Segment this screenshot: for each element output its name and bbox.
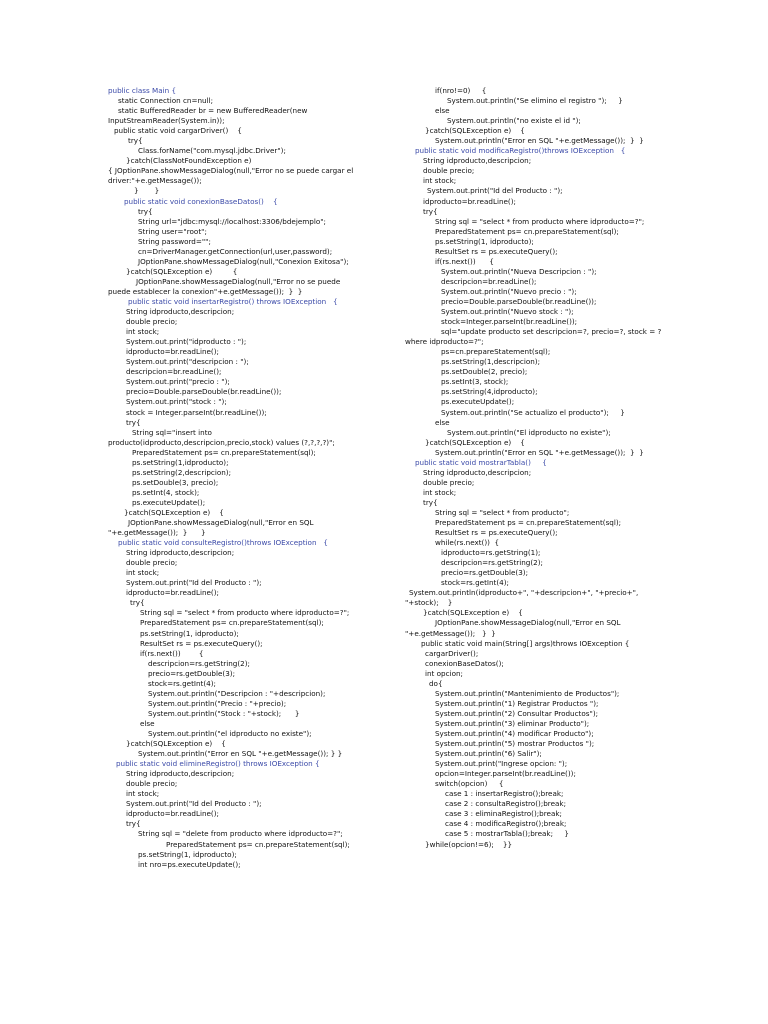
code-line: public static void consulteRegistro()throws IOException { xyxy=(118,538,328,548)
code-line: System.out.print("descripcion : "); xyxy=(126,357,249,367)
code-line: PreparedStatement ps= cn.prepareStatement(sql); xyxy=(132,447,316,457)
code-line: precio=rs.getDouble(3); xyxy=(148,668,236,678)
code-line: System.out.println("Nuevo precio : "); xyxy=(441,286,577,296)
code-line: int stock; xyxy=(126,568,160,578)
code-line: System.out.println("El idproducto no existe"); xyxy=(447,427,611,437)
code-line: System.out.print("Ingrese opcion: "); xyxy=(435,759,568,769)
code-line: ps.setDouble(2, precio); xyxy=(441,367,528,377)
code-line: System.out.println("Precio : "+precio); xyxy=(148,698,287,708)
code-line: case 3 : eliminaRegistro();break; xyxy=(445,809,562,819)
code-line: Class.forName("com.mysql.jdbc.Driver"); xyxy=(138,146,286,156)
code-line: int stock; xyxy=(423,176,457,186)
code-line: String idproducto,descripcion; xyxy=(126,769,235,779)
code-line: precio=Double.parseDouble(br.readLine()); xyxy=(441,296,597,306)
code-line: opcion=Integer.parseInt(br.readLine()); xyxy=(435,769,576,779)
code-line: System.out.println("3) eliminar Producto"); xyxy=(435,718,590,728)
code-line: try{ xyxy=(423,497,438,507)
code-line: case 4 : modificaRegistro();break; xyxy=(445,819,567,829)
code-line: try{ xyxy=(138,206,153,216)
code-line: ps.setInt(4, stock); xyxy=(132,487,200,497)
code-line: double precio; xyxy=(126,779,178,789)
code-line: try{ xyxy=(126,417,141,427)
code-line: ResultSet rs = ps.executeQuery(); xyxy=(435,246,558,256)
code-line: }catch(SQLException e) { xyxy=(425,126,525,136)
code-line: ps.setString(1,descripcion); xyxy=(441,357,541,367)
code-line: System.out.println("5) mostrar Productos "); xyxy=(435,739,595,749)
code-line: System.out.println("Se elimino el registro "); } xyxy=(447,96,623,106)
code-line: String sql = "delete from producto where idproducto=?"; xyxy=(138,829,343,839)
code-line: producto(idproducto,descripcion,precio,stock) values (?,?,?,?)"; xyxy=(108,437,335,447)
code-line: System.out.println("6) Salir"); xyxy=(435,749,542,759)
code-line: System.out.print("Id del Producto : "); xyxy=(126,578,262,588)
code-column-right xyxy=(405,86,667,850)
code-line: String sql="insert into xyxy=(132,427,212,437)
code-column-left xyxy=(108,86,370,870)
code-line: else xyxy=(435,417,450,427)
code-line: String sql = "select * from producto"; xyxy=(435,507,570,517)
code-line: ps.setInt(3, stock); xyxy=(441,377,509,387)
code-line: JOptionPane.showMessageDialog(null,"Conexion Exitosa"); xyxy=(138,256,349,266)
code-line: idproducto=br.readLine(); xyxy=(126,588,219,598)
code-line: String password=""; xyxy=(138,236,211,246)
code-line: try{ xyxy=(128,136,143,146)
code-line: while(rs.next()) { xyxy=(435,538,500,548)
code-line: System.out.println("4) modificar Producto"); xyxy=(435,729,594,738)
code-line: do{ xyxy=(429,678,443,688)
code-line: double precio; xyxy=(423,477,475,487)
code-line: System.out.println("2) Consultar Productos"); xyxy=(435,708,599,718)
code-line: stock=rs.getInt(4); xyxy=(148,678,216,688)
code-line: case 5 : mostrarTabla();break; } xyxy=(445,829,570,839)
code-line: static Connection cn=null; xyxy=(118,96,214,106)
code-line: "+e.getMessage()); } } xyxy=(108,528,206,538)
code-line: precio=Double.parseDouble(br.readLine()); xyxy=(126,387,282,397)
code-line: } } xyxy=(134,186,160,196)
code-line: if(rs.next()) { xyxy=(435,256,494,266)
code-line: stock = Integer.parseInt(br.readLine()); xyxy=(126,407,267,417)
code-line: String url="jdbc:mysql://localhost:3306/bdejemplo"; xyxy=(138,216,326,226)
code-line: System.out.println("el idproducto no existe"); xyxy=(148,729,312,738)
code-line: InputStreamReader(System.in)); xyxy=(108,116,225,126)
code-line: System.out.print("Id del Producto : "); xyxy=(126,799,262,809)
code-line: public static void cargarDriver() { xyxy=(114,126,242,136)
code-line: System.out.println("Se actualizo el producto"); } xyxy=(441,407,625,417)
code-line: System.out.println("Error en SQL "+e.getMessage()); } } xyxy=(138,749,343,759)
code-line: "+e.getMessage()); } } xyxy=(405,628,496,638)
code-line: else xyxy=(140,718,155,728)
code-line: String sql = "select * from producto where idproducto=?"; xyxy=(140,608,350,618)
code-line: String idproducto,descripcion; xyxy=(126,307,235,317)
code-line: }catch(SQLException e) { xyxy=(126,266,238,276)
code-line: "+stock); } xyxy=(405,598,453,608)
code-line: }catch(SQLException e) { xyxy=(423,608,523,618)
code-line: puede establecer la conexion"+e.getMessage()); } } xyxy=(108,286,303,296)
code-line: System.out.println("1) Registrar Productos "); xyxy=(435,698,599,708)
code-line: JOptionPane.showMessageDialog(null,"Error en SQL xyxy=(435,618,621,628)
code-line: }catch(SQLException e) { xyxy=(126,739,226,749)
code-line: try{ xyxy=(423,206,438,216)
code-line: int opcion; xyxy=(425,668,463,678)
code-line: double precio; xyxy=(126,558,178,568)
code-line: String user="root"; xyxy=(138,226,207,236)
code-line: idproducto=br.readLine(); xyxy=(126,809,219,819)
code-line: PreparedStatement ps= cn.prepareStatement(sql); xyxy=(435,226,619,236)
code-line: ps.setString(1,idproducto); xyxy=(132,457,229,467)
code-line: case 1 : insertarRegistro();break; xyxy=(445,789,564,799)
code-line: public static void elimineRegistro() throws IOException { xyxy=(116,759,320,769)
code-line: stock=rs.getInt(4); xyxy=(441,578,509,588)
code-line: double precio; xyxy=(423,166,475,176)
code-line: where idproducto=?"; xyxy=(405,337,484,347)
code-line: System.out.print("stock : "); xyxy=(126,397,227,407)
code-line: System.out.println("Error en SQL "+e.getMessage()); } } xyxy=(435,447,644,457)
code-line: driver:"+e.getMessage()); xyxy=(108,176,202,186)
code-line: ps.executeUpdate(); xyxy=(132,497,206,507)
code-line: public static void modificaRegistro()throws IOException { xyxy=(415,146,626,156)
code-line: int stock; xyxy=(126,789,160,799)
code-line: switch(opcion) { xyxy=(435,779,504,789)
code-line: ResultSet rs = ps.executeQuery(); xyxy=(140,638,263,648)
code-line: int stock; xyxy=(126,327,160,337)
code-line: PreparedStatement ps= cn.prepareStatement(sql); xyxy=(166,839,350,849)
code-line: String idproducto,descripcion; xyxy=(126,548,235,558)
code-line: ps.setString(1, idproducto); xyxy=(138,849,237,859)
code-line: JOptionPane.showMessageDialog(null,"Error en SQL xyxy=(128,518,314,528)
code-line: static BufferedReader br = new BufferedReader(new xyxy=(118,106,308,116)
code-line: precio=rs.getDouble(3); xyxy=(441,568,529,578)
code-line: ps.setString(1, idproducto); xyxy=(435,236,534,246)
code-line: conexionBaseDatos(); xyxy=(425,658,504,668)
code-line: public class Main { xyxy=(108,86,177,95)
code-line: ps.setString(4,idproducto); xyxy=(441,387,538,397)
code-line: cn=DriverManager.getConnection(url,user,password); xyxy=(138,246,333,256)
code-line: if(nro!=0) { xyxy=(435,86,487,95)
code-line: }catch(SQLException e) { xyxy=(124,507,224,517)
code-line: idproducto=rs.getString(1); xyxy=(441,548,541,558)
code-line: idproducto=br.readLine(); xyxy=(423,196,516,206)
code-line: }catch(SQLException e) { xyxy=(425,437,525,447)
code-line: System.out.println("Nueva Descripcion : "); xyxy=(441,266,597,276)
code-line: ps.setString(1, idproducto); xyxy=(140,628,239,638)
code-line: idproducto=br.readLine(); xyxy=(126,347,219,357)
code-line: else xyxy=(435,106,450,116)
code-line: ResultSet rs = ps.executeQuery(); xyxy=(435,528,558,538)
code-line: }catch(ClassNotFoundException e) xyxy=(126,156,252,166)
code-line: JOptionPane.showMessageDialog(null,"Error no se puede xyxy=(136,276,341,286)
code-line: System.out.print("idproducto : "); xyxy=(126,337,247,347)
code-line: }while(opcion!=6); }} xyxy=(425,839,513,849)
code-line: public static void conexionBaseDatos() { xyxy=(124,196,278,206)
code-line: descripcion=br.readLine(); xyxy=(441,276,537,286)
code-line: try{ xyxy=(126,819,141,829)
code-line: descripcion=rs.getString(2); xyxy=(148,658,250,668)
code-line: System.out.println("Error en SQL "+e.getMessage()); } } xyxy=(435,136,644,146)
code-line: System.out.print("Id del Producto : "); xyxy=(427,186,563,196)
code-line: descripcion=br.readLine(); xyxy=(126,367,222,377)
code-line: case 2 : consultaRegistro();break; xyxy=(445,799,567,809)
code-line: cargarDriver(); xyxy=(425,648,479,658)
code-line: public static void mostrarTabla() { xyxy=(415,457,547,467)
code-line: System.out.println("Descripcion : "+descripcion); xyxy=(148,688,326,698)
code-line: ps.setString(2,descripcion); xyxy=(132,467,232,477)
code-line: System.out.println("no existe el id "); xyxy=(447,116,581,126)
code-line: double precio; xyxy=(126,317,178,327)
code-line: PreparedStatement ps= cn.prepareStatement(sql); xyxy=(140,618,324,628)
code-line: ps.setDouble(3, precio); xyxy=(132,477,219,487)
code-line: PreparedStatement ps = cn.prepareStatement(sql); xyxy=(435,518,622,528)
code-line: int nro=ps.executeUpdate(); xyxy=(138,859,241,869)
code-line: ps.executeUpdate(); xyxy=(441,397,515,407)
code-line: public static void insertarRegistro() throws IOException { xyxy=(128,296,338,306)
code-line: stock=Integer.parseInt(br.readLine()); xyxy=(441,317,578,327)
code-line: System.out.println("Nuevo stock : "); xyxy=(441,307,574,317)
code-line: { JOptionPane.showMessageDialog(null,"Error no se puede cargar el xyxy=(108,166,354,176)
code-line: if(rs.next()) { xyxy=(140,648,204,658)
code-line: try{ xyxy=(130,598,145,608)
code-line: System.out.print("precio : "); xyxy=(126,377,230,387)
code-line: System.out.println(idproducto+", "+descripcion+", "+precio+", xyxy=(409,588,639,598)
code-line: System.out.println("Mantenimiento de Productos"); xyxy=(435,688,620,698)
code-line: int stock; xyxy=(423,487,457,497)
code-line: String idproducto,descripcion; xyxy=(423,467,532,477)
code-line: sql="update producto set descripcion=?, precio=?, stock = ? xyxy=(441,327,662,337)
code-line: String idproducto,descripcion; xyxy=(423,156,532,166)
code-line: System.out.println("Stock : "+stock); } xyxy=(148,708,300,718)
code-line: descripcion=rs.getString(2); xyxy=(441,558,543,568)
code-line: String sql = "select * from producto where idproducto=?"; xyxy=(435,216,645,226)
code-line: ps=cn.prepareStatement(sql); xyxy=(441,347,551,357)
code-line: public static void main(String[] args)throws IOException { xyxy=(421,638,630,648)
